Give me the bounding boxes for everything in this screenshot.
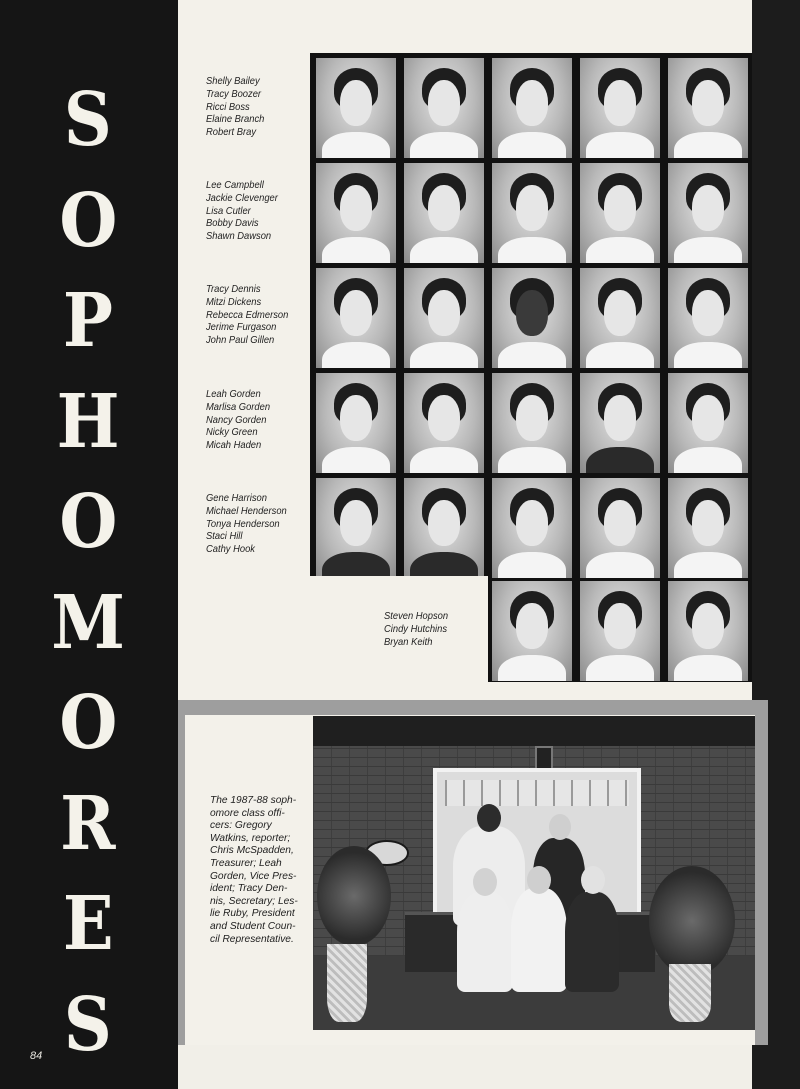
student-portrait xyxy=(668,58,748,158)
section-title xyxy=(0,70,178,1075)
name-list-row-4 xyxy=(206,389,307,453)
student-name: Nicky Green xyxy=(206,427,258,439)
portrait-shoulders xyxy=(674,552,741,578)
portrait-shoulders xyxy=(410,342,477,368)
officers-group-photo xyxy=(313,716,755,1030)
student-name: Marlisa Gorden xyxy=(206,401,271,413)
portrait-face xyxy=(516,80,548,126)
student-portrait xyxy=(492,478,572,578)
caption-line: nis, Secretary; Les- xyxy=(210,895,298,907)
person-head xyxy=(527,866,551,894)
caption-line: ident; Tracy Den- xyxy=(210,883,288,895)
portrait-face xyxy=(604,395,636,441)
person-head xyxy=(549,814,571,840)
portrait-face xyxy=(340,290,372,336)
portrait-face xyxy=(340,185,372,231)
portrait-face xyxy=(428,500,460,546)
student-portrait xyxy=(580,163,660,263)
student-name: Cathy Hook xyxy=(206,544,255,556)
portrait-face xyxy=(428,80,460,126)
student-name: Nancy Gorden xyxy=(206,414,267,426)
portrait-face xyxy=(604,80,636,126)
student-portrait xyxy=(580,58,660,158)
student-name: Tracy Dennis xyxy=(206,284,261,295)
portrait-shoulders xyxy=(674,655,741,681)
student-name: Tonya Henderson xyxy=(206,518,280,530)
caption-line: Treasurer; Leah xyxy=(210,857,282,869)
window-panes xyxy=(445,780,629,806)
name-list-row-5 xyxy=(206,493,307,557)
caption-line: cil Representative. xyxy=(210,933,294,945)
portrait-face xyxy=(428,185,460,231)
portrait-shoulders xyxy=(498,342,565,368)
caption-line: lie Ruby, President xyxy=(210,908,295,920)
basket-left xyxy=(327,944,367,1022)
student-portrait xyxy=(492,581,572,681)
student-name: Elaine Branch xyxy=(206,114,265,126)
portrait-shoulders xyxy=(586,237,653,263)
student-portrait xyxy=(668,373,748,473)
person-head xyxy=(581,866,605,894)
student-name: Shawn Dawson xyxy=(206,231,272,243)
student-portrait xyxy=(492,268,572,368)
student-name: Rebecca Edmerson xyxy=(206,309,289,321)
student-name: Lisa Cutler xyxy=(206,205,251,217)
person-seated-3 xyxy=(565,892,619,992)
name-list-row-1 xyxy=(206,76,307,140)
student-name: Steven Hopson xyxy=(384,611,449,622)
student-name: Lee Campbell xyxy=(206,180,264,191)
portrait-face xyxy=(516,603,548,649)
portrait-shoulders xyxy=(498,655,565,681)
title-letter: O xyxy=(59,479,119,565)
portrait-shoulders xyxy=(498,237,565,263)
student-name: Leah Gorden xyxy=(206,389,261,400)
portrait-face xyxy=(692,603,724,649)
student-portrait xyxy=(404,373,484,473)
portrait-face xyxy=(692,395,724,441)
caption-line: Watkins, reporter; xyxy=(210,832,291,844)
title-letter: E xyxy=(62,881,116,967)
name-list-row-6 xyxy=(384,611,485,649)
portrait-shoulders xyxy=(322,342,389,368)
portrait-shoulders xyxy=(586,552,653,578)
student-portrait xyxy=(404,268,484,368)
portrait-face xyxy=(516,500,548,546)
portrait-face xyxy=(516,395,548,441)
person-seated-2 xyxy=(511,888,567,992)
portrait-face xyxy=(692,185,724,231)
page-bottom xyxy=(178,1045,752,1089)
portrait-face xyxy=(604,500,636,546)
portrait-shoulders xyxy=(674,237,741,263)
title-letter: S xyxy=(64,77,114,163)
caption-line: cers: Gregory xyxy=(210,820,272,832)
portrait-shoulders xyxy=(674,447,741,473)
portrait-face xyxy=(516,185,548,231)
portrait-face xyxy=(604,290,636,336)
portrait-shoulders xyxy=(586,342,653,368)
student-portrait xyxy=(404,58,484,158)
student-portrait xyxy=(316,268,396,368)
portrait-shoulders xyxy=(322,552,389,578)
portrait-shoulders xyxy=(498,132,565,158)
caption-line: Gorden, Vice Pres- xyxy=(210,870,297,882)
page-number: 84 xyxy=(30,1050,43,1062)
portrait-face xyxy=(692,500,724,546)
portrait-face xyxy=(428,290,460,336)
portrait-face xyxy=(692,80,724,126)
portrait-shoulders xyxy=(410,447,477,473)
student-portrait xyxy=(316,58,396,158)
caption-line: omore class offi- xyxy=(210,807,285,819)
title-letter: P xyxy=(63,278,115,364)
portrait-face xyxy=(604,603,636,649)
student-portrait xyxy=(316,373,396,473)
student-portrait xyxy=(580,478,660,578)
fern-left xyxy=(317,846,391,946)
portrait-shoulders xyxy=(322,132,389,158)
portrait-shoulders xyxy=(410,552,477,578)
name-list-row-3 xyxy=(206,284,307,348)
student-portrait xyxy=(404,163,484,263)
student-name: Jackie Clevenger xyxy=(206,192,278,204)
portrait-shoulders xyxy=(586,447,653,473)
name-list-row-2 xyxy=(206,180,307,244)
student-portrait xyxy=(404,478,484,578)
student-portrait xyxy=(492,373,572,473)
student-portrait xyxy=(668,478,748,578)
fern-right xyxy=(649,866,735,976)
student-name: Mitzi Dickens xyxy=(206,296,262,308)
portrait-face xyxy=(340,500,372,546)
portrait-face xyxy=(604,185,636,231)
portrait-shoulders xyxy=(410,237,477,263)
officers-caption xyxy=(210,795,302,946)
portrait-face xyxy=(692,290,724,336)
student-name: Jerime Furgason xyxy=(206,322,277,334)
student-name: Gene Harrison xyxy=(206,493,267,504)
portrait-shoulders xyxy=(498,552,565,578)
portrait-grid xyxy=(310,53,752,682)
student-portrait xyxy=(668,268,748,368)
student-portrait xyxy=(492,163,572,263)
person-seated-1 xyxy=(457,892,513,992)
student-name: Staci Hill xyxy=(206,531,243,543)
portrait-face xyxy=(516,290,548,336)
student-name: Michael Henderson xyxy=(206,505,287,517)
basket-right xyxy=(669,964,711,1022)
title-letter: O xyxy=(59,680,119,766)
portrait-face xyxy=(428,395,460,441)
portrait-face xyxy=(340,80,372,126)
title-letter: O xyxy=(59,177,119,264)
person-head xyxy=(477,804,501,832)
portrait-shoulders xyxy=(586,655,653,681)
portrait-shoulders xyxy=(498,447,565,473)
portrait-shoulders xyxy=(674,342,741,368)
title-band xyxy=(0,0,178,1089)
student-portrait xyxy=(316,478,396,578)
student-name: Shelly Bailey xyxy=(206,76,260,87)
student-portrait xyxy=(668,581,748,681)
portrait-shoulders xyxy=(322,447,389,473)
portrait-shoulders xyxy=(410,132,477,158)
title-letter: M xyxy=(51,579,127,666)
student-portrait xyxy=(492,58,572,158)
student-name: Ricci Boss xyxy=(206,101,250,113)
student-portrait xyxy=(580,373,660,473)
caption-line: and Student Coun- xyxy=(210,920,296,932)
portrait-shoulders xyxy=(586,132,653,158)
student-name: Micah Haden xyxy=(206,440,262,452)
student-portrait xyxy=(316,163,396,263)
porch-roof xyxy=(313,716,755,746)
student-name: Bryan Keith xyxy=(384,636,433,648)
portrait-face xyxy=(340,395,372,441)
caption-line: Chris McSpadden, xyxy=(210,845,294,857)
student-name: Cindy Hutchins xyxy=(384,623,448,635)
student-portrait xyxy=(580,268,660,368)
person-head xyxy=(473,868,497,896)
student-name: Robert Bray xyxy=(206,127,257,139)
student-name: John Paul Gillen xyxy=(206,335,275,347)
student-name: Tracy Boozer xyxy=(206,88,262,100)
portrait-shoulders xyxy=(322,237,389,263)
caption-line: The 1987-88 soph- xyxy=(210,795,297,806)
student-portrait xyxy=(668,163,748,263)
student-portrait xyxy=(580,581,660,681)
title-letter: S xyxy=(64,981,114,1068)
portrait-shoulders xyxy=(674,132,741,158)
title-letter: R xyxy=(60,780,118,867)
student-name: Bobby Davis xyxy=(206,218,259,230)
title-letter: H xyxy=(56,378,122,465)
